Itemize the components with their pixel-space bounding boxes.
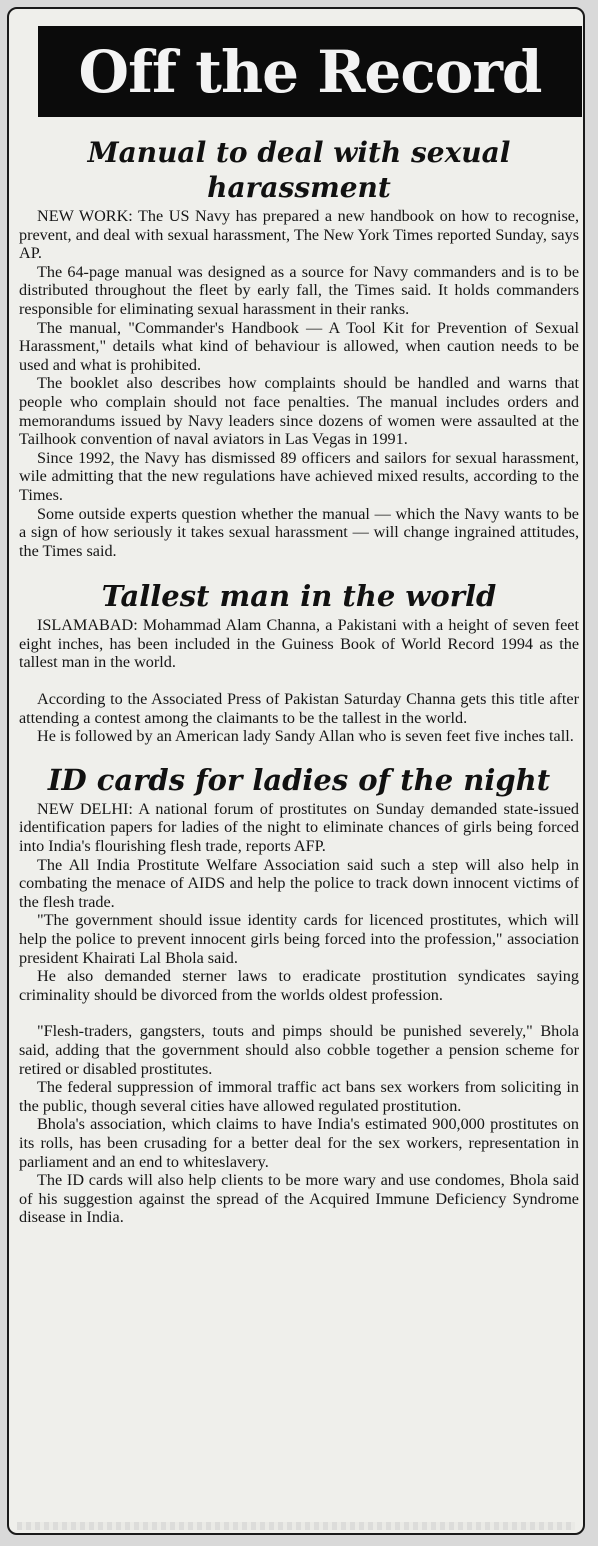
masthead-title: Off the Record — [78, 37, 542, 106]
paragraph: He also demanded sterner laws to eradicate prostitution syndicates saying criminality should be divorced from the worlds oldest profession. — [19, 967, 579, 1004]
paragraph: According to the Associated Press of Pakistan Saturday Channa gets this title after attending a contest among the claimants to be the tallest in the world. — [19, 690, 579, 727]
headline-manual: Manual to deal with sexual harassment — [87, 136, 511, 204]
headline-id-cards: ID cards for ladies of the night — [47, 762, 551, 797]
torn-edge — [17, 1522, 575, 1530]
masthead — [38, 26, 582, 117]
paragraph: Since 1992, the Navy has dismissed 89 officers and sailors for sexual harassment, wile admitting that the new regulations have achieved mixed results, according to the Times. — [19, 448, 579, 504]
paragraph: NEW DELHI: A national forum of prostitutes on Sunday demanded state-issued identification papers for ladies of the night to eliminate chances of girls being forced into India's flourishing flesh trade, reports AFP. — [19, 799, 579, 856]
story-tallest-man — [19, 560, 579, 746]
paragraph: "The government should issue identity cards for licenced prostitutes, which will help the police to prevent innocent girls being forced into the profession," association president Khairati Lal Bhola said. — [19, 911, 579, 967]
newspaper-clipping — [7, 7, 585, 1535]
paragraph: The 64-page manual was designed as a source for Navy commanders and is to be distributed throughout the fleet by early fall, the Times said. It holds commanders responsible for eliminating sexual harassment in their ranks. — [19, 262, 579, 318]
paragraph: Bhola's association, which claims to have India's estimated 900,000 prostitutes on its rolls, has been crusading for a better deal for the sex workers, representation in parliament and an end to whiteslavery. — [19, 1115, 579, 1171]
paragraph: Some outside experts question whether the manual — which the Navy wants to be a sign of how seriously it takes sexual harassment — will change ingrained attitudes, the Times said. — [19, 504, 579, 560]
paragraph: The ID cards will also help clients to be more wary and use condomes, Bhola said of his suggestion against the spread of the Acquired Immune Deficiency Syndrome disease in India. — [19, 1171, 579, 1227]
article-column — [19, 125, 579, 1227]
story-id-cards — [19, 746, 579, 1227]
paragraph: The booklet also describes how complaints should be handled and warns that people who complain should not face penalties. The manual includes orders and memorandums issued by Navy leaders since dozens of women were assaulted at the Tailhook convention of naval aviators in Las Vegas in 1991. — [19, 374, 579, 449]
paragraph: NEW WORK: The US Navy has prepared a new handbook on how to recognise, prevent, and deal with sexual harassment, The New York Times reported Sunday, says AP. — [19, 207, 579, 263]
paragraph: He is followed by an American lady Sandy Allan who is seven feet five inches tall. — [37, 727, 574, 746]
story-manual — [19, 125, 579, 560]
headline-tallest-man: Tallest man in the world — [101, 579, 497, 614]
paragraph: ISLAMABAD: Mohammad Alam Channa, a Pakistani with a height of seven feet eight inches, has been included in the Guiness Book of World Record 1994 as the tallest man in the world. — [19, 616, 579, 672]
paragraph: The federal suppression of immoral traffic act bans sex workers from soliciting in the public, though several cities have allowed regulated prostitution. — [19, 1078, 579, 1115]
paragraph: The manual, "Commander's Handbook — A Tool Kit for Prevention of Sexual Harassment," details what kind of behaviour is allowed, when caution needs to be used and what is prohibited. — [19, 318, 579, 374]
paragraph: "Flesh-traders, gangsters, touts and pimps should be punished severely," Bhola said, adding that the government should also cobble together a pension scheme for retired or disabled prostitutes. — [19, 1022, 579, 1078]
paragraph: The All India Prostitute Welfare Association said such a step will also help in combating the menace of AIDS and help the police to track down innocent victims of the flesh trade. — [19, 855, 579, 911]
